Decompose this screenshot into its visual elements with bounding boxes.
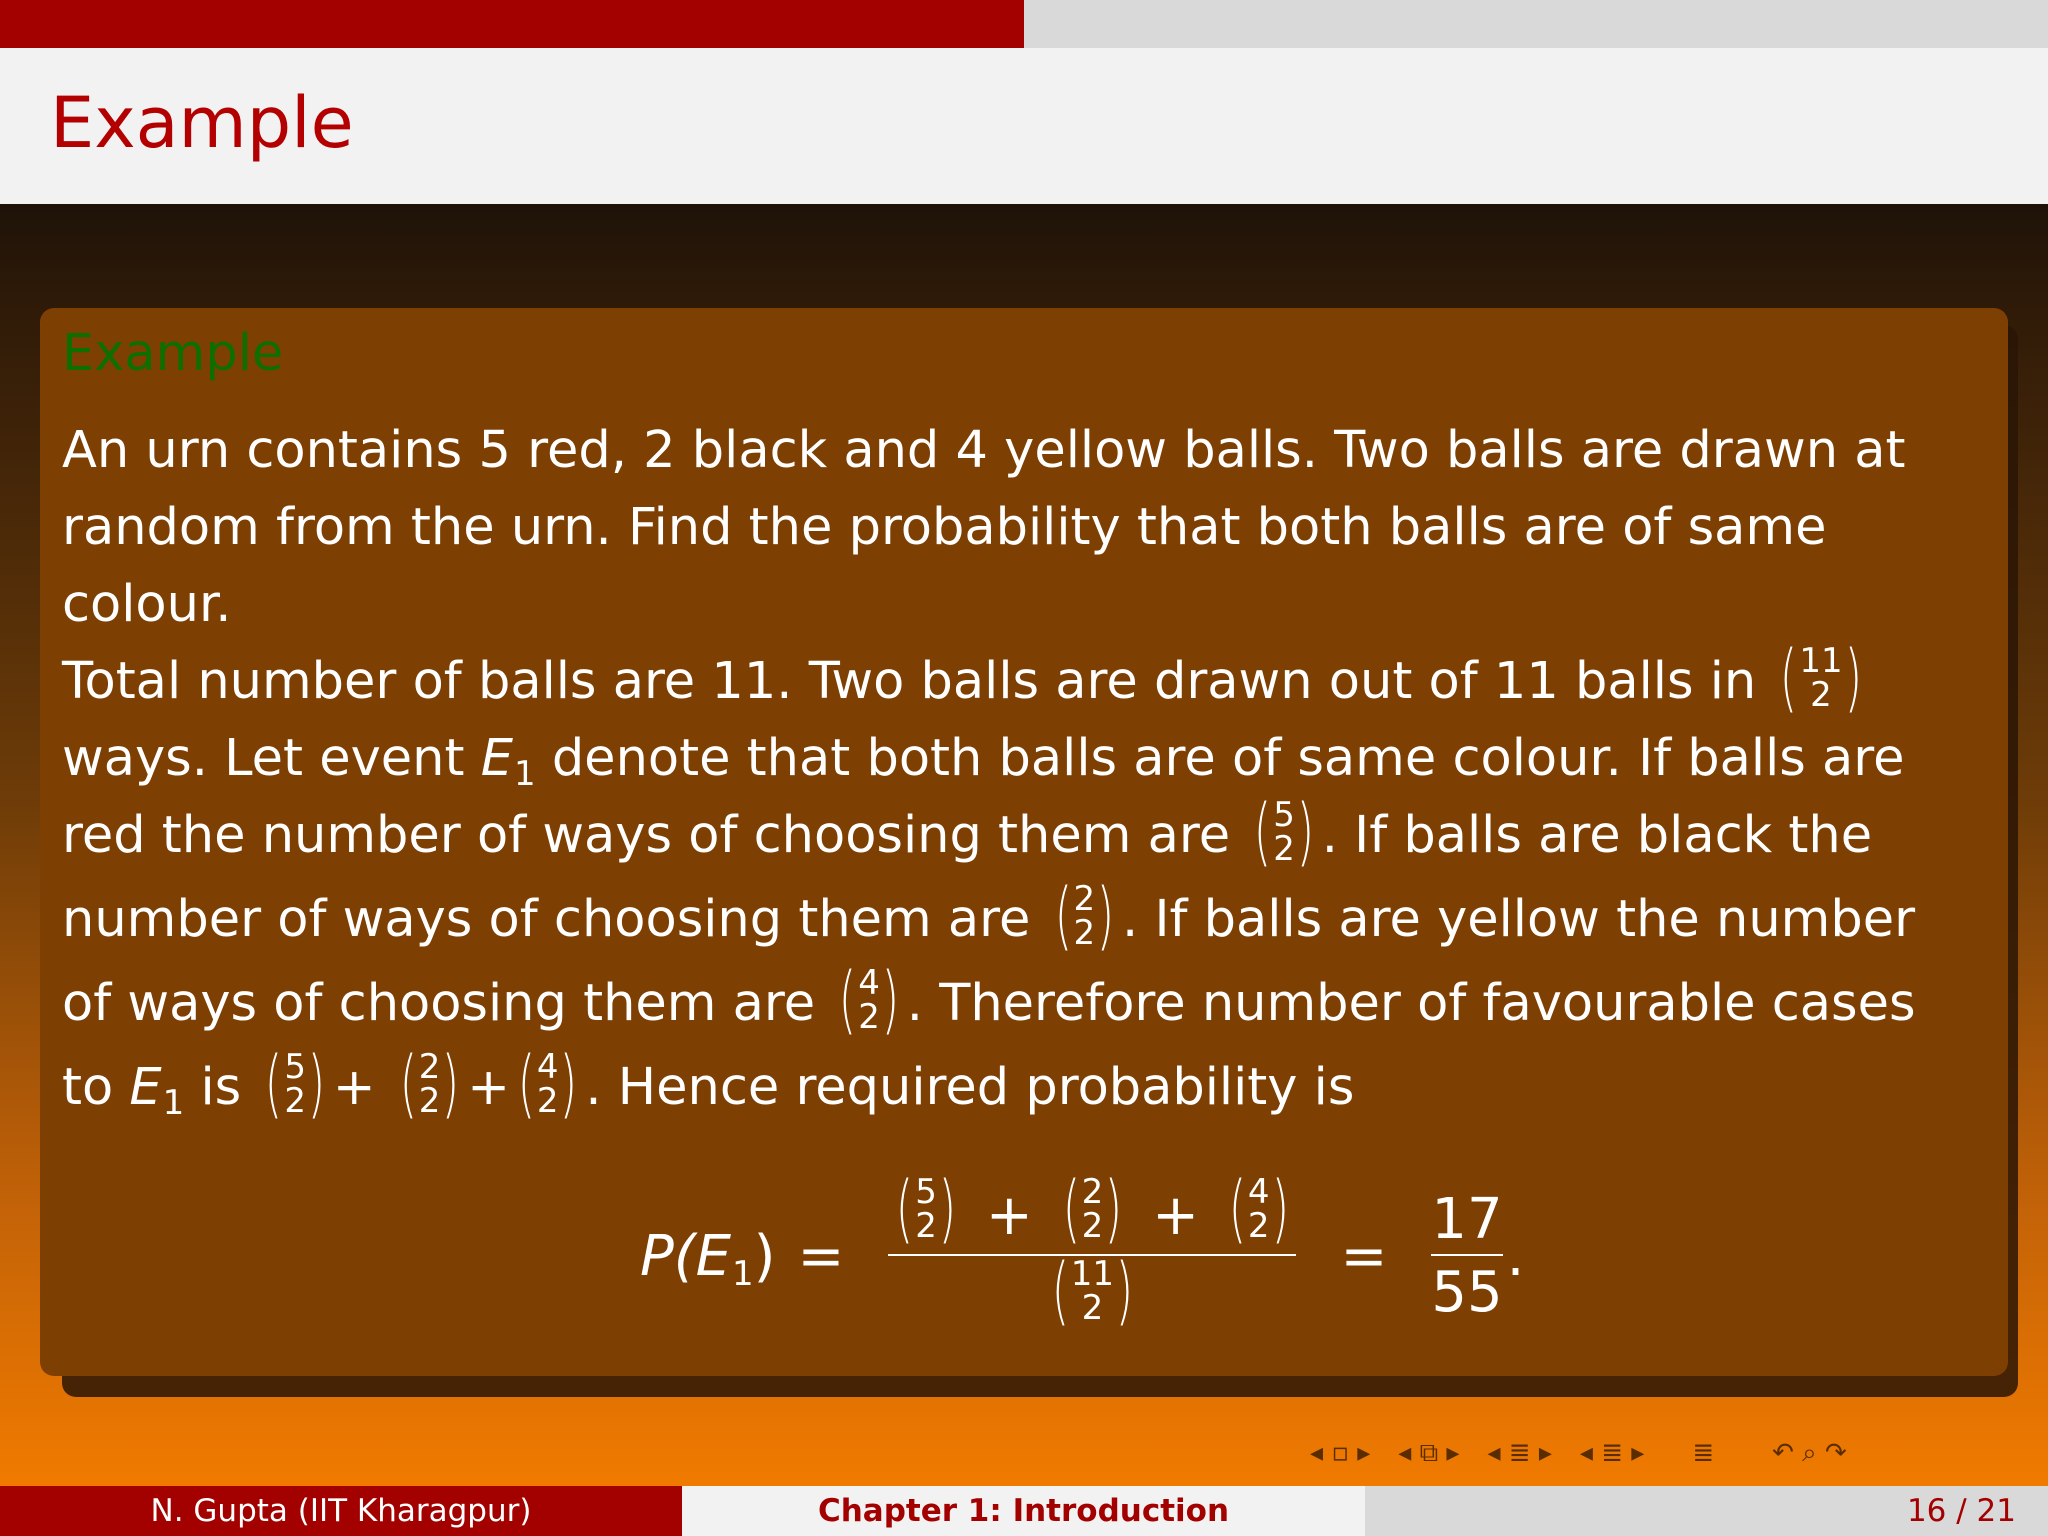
nav-subsection-icon[interactable]: ◂ ⧉ ▸ xyxy=(1398,1438,1460,1468)
slide-title-bar xyxy=(0,48,2048,204)
binomial-11-2: ( 11 2 ) xyxy=(1780,635,1862,721)
binomial-2-2: ( 2 2 ) xyxy=(1054,873,1115,959)
nav-search-icon[interactable]: ↶ ⌕ ↷ xyxy=(1772,1438,1847,1468)
fraction-result xyxy=(1431,1187,1502,1325)
example-block xyxy=(40,308,2008,1376)
slide-title: Example xyxy=(50,82,354,164)
text-line: Total number of balls are 11. Two balls are drawn out of 11 balls in ( 11 2 ) xyxy=(62,643,1962,720)
footer xyxy=(0,1486,2048,1536)
fraction-denominator xyxy=(1044,1248,1141,1334)
text-line: number of ways of choosing them are ( 2 2 ) . If balls are yellow the number xyxy=(62,873,1916,959)
text-line: random from the urn. Find the probability that both balls are of same xyxy=(62,498,1827,557)
binomial-5-2: ( 5 2 ) xyxy=(1254,789,1314,875)
fraction-numerator: ( 5 2 ) + ( 2 2 ) + ( 4 2 ) xyxy=(888,1178,1296,1252)
nav-section-icon[interactable]: ◂ ≣ ▸ xyxy=(1487,1438,1552,1468)
footer-author: N. Gupta (IIT Kharagpur) xyxy=(0,1486,682,1536)
equals-sign: = xyxy=(797,1223,845,1289)
binomial-5-2: ( 5 2 ) xyxy=(896,1166,957,1252)
text-line: colour. xyxy=(62,575,232,634)
text-line: of ways of choosing them are ( 4 2 ) . Therefore number of favourable cases xyxy=(62,957,1916,1043)
nav-toc-icon[interactable]: ≣ xyxy=(1692,1438,1715,1468)
nav-frame-icon[interactable]: ◂ ▫ ▸ xyxy=(1310,1438,1371,1468)
binomial-4-2: ( 4 2 ) xyxy=(839,957,899,1043)
progress-bar xyxy=(0,0,2048,48)
equals-sign: = xyxy=(1340,1223,1388,1289)
fraction-bar xyxy=(1431,1254,1502,1256)
result-numerator: 17 xyxy=(1431,1187,1503,1252)
block-body xyxy=(62,412,1962,1133)
beamer-navigation xyxy=(1310,1438,1847,1469)
binomial-2-2: ( 2 2 ) xyxy=(399,1041,460,1127)
binomial-2-2: ( 2 2 ) xyxy=(1062,1166,1123,1252)
binomial-5-2: ( 5 2 ) xyxy=(265,1041,326,1127)
text-line: red the number of ways of choosing them are ( 5 2 ) . If balls are black the xyxy=(62,789,1873,875)
binomial-4-2: ( 4 2 ) xyxy=(1228,1166,1289,1252)
text-line: ways. Let event E1 denote that both balls are of same colour. If balls are xyxy=(62,729,1905,794)
nav-outline-icon[interactable]: ◂ ≣ ▸ xyxy=(1579,1438,1645,1468)
text-line: An urn contains 5 red, 2 black and 4 yellow balls. Two balls are drawn at xyxy=(62,421,1906,480)
footer-chapter: Chapter 1: Introduction xyxy=(682,1486,1365,1536)
binomial-4-2: ( 4 2 ) xyxy=(517,1041,578,1127)
result-denominator: 55 xyxy=(1431,1260,1503,1325)
footer-page-number: 16 / 21 xyxy=(1365,1486,2048,1536)
progress-fill xyxy=(0,0,1024,48)
text-line: to E1 is ( 5 2 ) + ( 2 2 ) + ( 4 2 ) . Hence required probability is xyxy=(62,1041,1355,1127)
fraction-main xyxy=(888,1166,1296,1334)
probability-formula xyxy=(640,1166,1525,1334)
formula-lhs: P(E1) xyxy=(640,1223,776,1294)
binomial-11-2: ( 11 2 ) xyxy=(1051,1248,1134,1334)
formula-period: . xyxy=(1506,1223,1525,1289)
block-title: Example xyxy=(62,324,284,383)
